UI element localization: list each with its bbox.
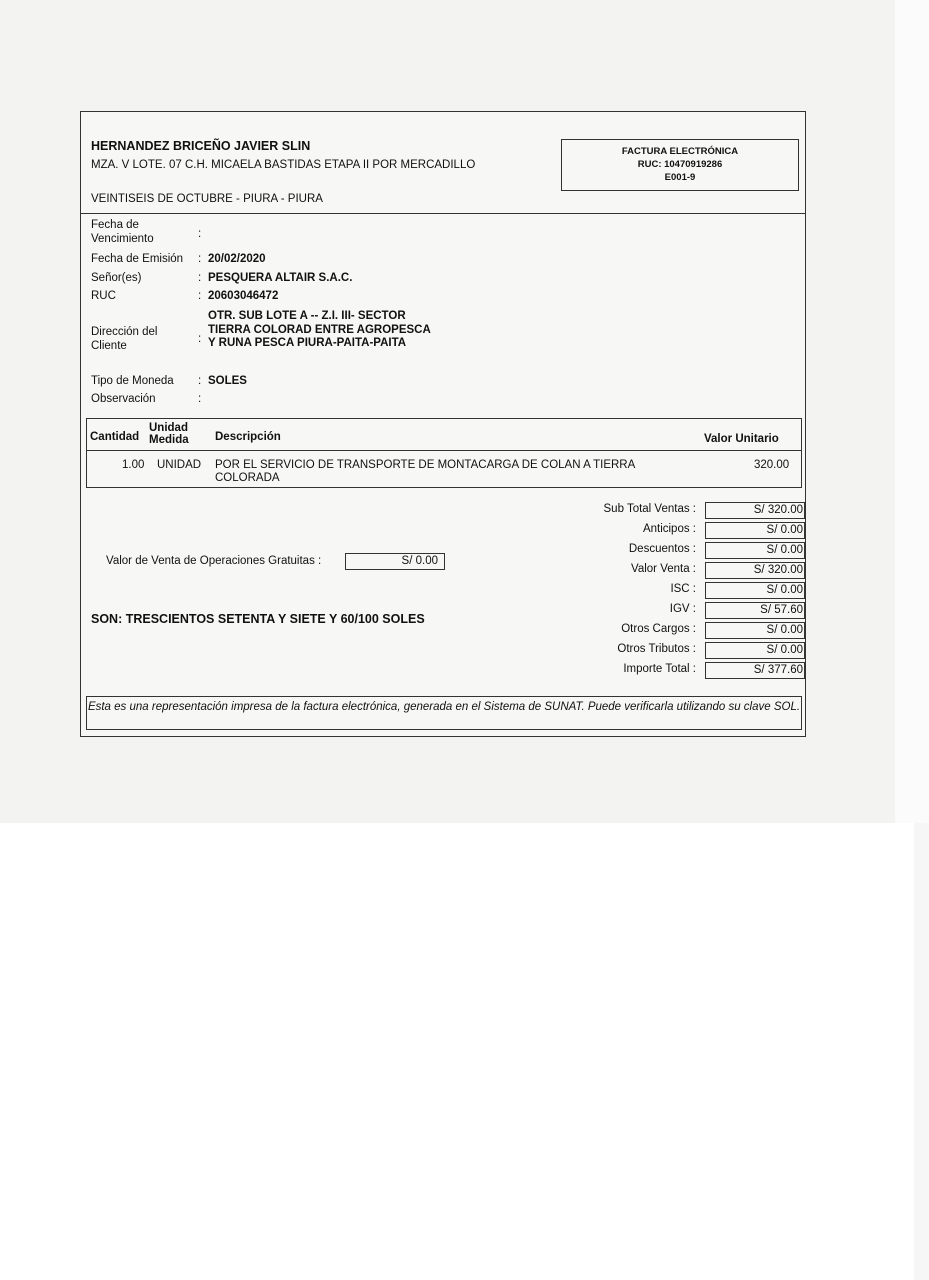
item-descripcion: POR EL SERVICIO DE TRANSPORTE DE MONTACARGA DE COLAN A TIERRA COLORADA bbox=[215, 459, 635, 484]
senor-value: PESQUERA ALTAIR S.A.C. bbox=[208, 272, 353, 284]
items-header-divider bbox=[87, 450, 801, 451]
vencimiento-label: Fecha de Vencimiento bbox=[91, 219, 154, 245]
issuer-name: HERNANDEZ BRICEÑO JAVIER SLIN bbox=[91, 139, 311, 153]
ruc-colon: : bbox=[198, 290, 202, 302]
issuer-address: MZA. V LOTE. 07 C.H. MICAELA BASTIDAS ETAPA II POR MERCADILLO bbox=[91, 159, 476, 171]
emision-value: 20/02/2020 bbox=[208, 253, 266, 265]
total-value-otros-cargos: S/ 0.00 bbox=[705, 622, 805, 639]
item-unidad: UNIDAD bbox=[157, 459, 202, 471]
total-value-anticipos: S/ 0.00 bbox=[705, 522, 805, 539]
direccion-value: OTR. SUB LOTE A -- Z.I. III- SECTOR TIERRA COLORAD ENTRE AGROPESCA Y RUNA PESCA PIURA-PAITA-PAITA bbox=[208, 310, 431, 349]
total-label-importe-total: Importe Total : bbox=[623, 663, 696, 675]
header-divider bbox=[81, 213, 805, 214]
observacion-colon: : bbox=[198, 393, 202, 405]
total-value-isc: S/ 0.00 bbox=[705, 582, 805, 599]
col-header-valor-unitario: Valor Unitario bbox=[704, 433, 779, 445]
document-ruc: RUC: 10470919286 bbox=[637, 159, 723, 170]
observacion-label: Observación bbox=[91, 393, 156, 405]
total-value-importe-total: S/ 377.60 bbox=[705, 662, 805, 679]
moneda-value: SOLES bbox=[208, 375, 247, 387]
gratuitas-label: Valor de Venta de Operaciones Gratuitas : bbox=[106, 555, 322, 567]
emision-colon: : bbox=[198, 253, 202, 265]
total-label-otros-tributos: Otros Tributos : bbox=[617, 643, 696, 655]
direccion-colon: : bbox=[198, 333, 202, 345]
total-label-valor-venta: Valor Venta : bbox=[631, 563, 696, 575]
document-number: E001-9 bbox=[664, 172, 696, 183]
col-header-cantidad: Cantidad bbox=[90, 431, 140, 443]
col-header-descripcion: Descripción bbox=[215, 431, 281, 443]
document-id-box bbox=[561, 139, 799, 191]
senor-colon: : bbox=[198, 272, 202, 284]
total-value-otros-tributos: S/ 0.00 bbox=[705, 642, 805, 659]
items-table bbox=[86, 418, 802, 488]
total-label-descuentos: Descuentos : bbox=[628, 543, 696, 555]
total-label-otros-cargos: Otros Cargos : bbox=[621, 623, 696, 635]
total-label-igv: IGV : bbox=[669, 603, 696, 615]
vencimiento-colon: : bbox=[198, 228, 202, 240]
item-cantidad: 1.00 bbox=[122, 459, 145, 471]
total-label-subtotal: Sub Total Ventas : bbox=[603, 503, 696, 515]
total-label-anticipos: Anticipos : bbox=[642, 523, 696, 535]
total-value-subtotal: S/ 320.00 bbox=[705, 502, 805, 519]
senor-label: Señor(es) bbox=[91, 272, 142, 284]
ruc-value: 20603046472 bbox=[208, 290, 279, 302]
amount-in-words: SON: TRESCIENTOS SETENTA Y SIETE Y 60/100 SOLES bbox=[91, 612, 425, 626]
total-value-valor-venta: S/ 320.00 bbox=[705, 562, 805, 579]
col-header-unidad: Unidad Medida bbox=[149, 422, 189, 446]
moneda-colon: : bbox=[198, 375, 202, 387]
total-value-descuentos: S/ 0.00 bbox=[705, 542, 805, 559]
total-value-igv: S/ 57.60 bbox=[705, 602, 805, 619]
ruc-label: RUC bbox=[91, 290, 116, 302]
gratuitas-value: S/ 0.00 bbox=[345, 553, 445, 570]
total-label-isc: ISC : bbox=[670, 583, 696, 595]
direccion-label: Dirección del Cliente bbox=[91, 326, 158, 352]
sunat-footer-note: Esta es una representación impresa de la factura electrónica, generada en el Sistema de SUNAT. Puede verificarla utilizando su clave SOL. bbox=[86, 696, 802, 730]
document-type: FACTURA ELECTRÓNICA bbox=[621, 146, 739, 157]
paper-edge-strip bbox=[914, 823, 929, 1280]
issuer-location: VEINTISEIS DE OCTUBRE - PIURA - PIURA bbox=[91, 193, 323, 205]
scan-edge-strip bbox=[895, 0, 929, 823]
moneda-label: Tipo de Moneda bbox=[91, 375, 174, 387]
emision-label: Fecha de Emisión bbox=[91, 253, 184, 265]
item-valor-unitario: 320.00 bbox=[754, 459, 790, 471]
invoice-document bbox=[80, 111, 806, 737]
